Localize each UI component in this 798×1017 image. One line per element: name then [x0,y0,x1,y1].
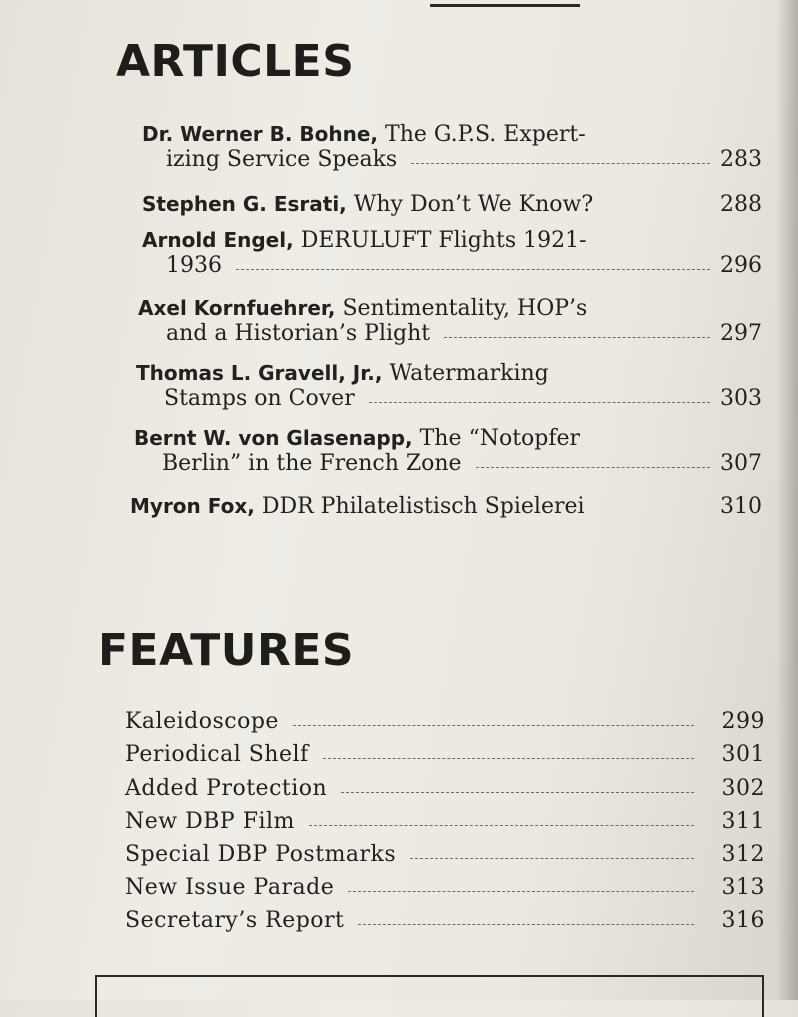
articles-heading: ARTICLES [116,36,355,87]
article-author: Dr. Werner B. Bohne, [142,122,379,146]
article-entry [142,228,762,278]
article-entry [142,192,762,217]
article-author: Stephen G. Esrati, [142,192,347,216]
leader-dots [236,268,710,270]
article-title: Watermarking [389,361,549,386]
article-author: Thomas L. Gravell, Jr., [136,361,383,385]
page-number: 303 [720,386,762,411]
article-author: Arnold Engel, [142,228,294,252]
article-author: Axel Kornfuehrer, [138,296,336,320]
article-title: Sentimentality, HOP’s [342,296,588,321]
article-title: Why Don’t We Know? [353,192,594,217]
feature-entry [125,875,765,900]
leader-dots [341,791,693,793]
feature-entry [125,709,765,734]
feature-entry [125,742,765,767]
page-number: 313 [721,875,765,900]
page-number: 312 [721,842,765,867]
article-title-cont: izing Service Speaks [166,147,398,172]
article-title: The G.P.S. Expert- [385,122,586,147]
bottom-box-frame [95,975,764,1017]
leader-dots [348,890,693,892]
article-entry [142,122,762,172]
leader-dots [369,401,710,403]
page-number: 316 [721,908,765,933]
top-rule [430,0,580,7]
feature-title: Added Protection [125,776,328,801]
feature-entry [125,809,765,834]
article-title-cont: 1936 [166,253,222,278]
article-title: DERULUFT Flights 1921- [300,228,587,253]
page-number: 301 [721,742,765,767]
feature-entry [125,776,765,801]
article-title-cont: Berlin” in the French Zone [162,451,462,476]
article-entry [134,426,762,476]
feature-title: Kaleidoscope [125,709,279,734]
page-number: 307 [720,451,762,476]
feature-entry [125,908,765,933]
article-author: Bernt W. von Glasenapp, [134,426,413,450]
article-title: The “Notopfer [419,426,581,451]
article-entry [130,494,762,519]
feature-entry [125,842,765,867]
article-entry [136,361,762,411]
article-author: Myron Fox, [130,494,255,518]
article-entry [138,296,762,346]
page-number: 297 [720,321,762,346]
page-number: 299 [721,709,765,734]
page-number: 310 [720,494,762,519]
page-number: 296 [720,253,762,278]
leader-dots [293,724,694,726]
leader-dots [410,857,693,859]
leader-dots [309,824,694,826]
features-heading: FEATURES [98,625,355,676]
feature-title: New Issue Parade [125,875,335,900]
page-number: 283 [720,147,762,172]
feature-title: Secretary’s Report [125,908,345,933]
feature-title: New DBP Film [125,809,295,834]
leader-dots [323,757,694,759]
article-title-cont: Stamps on Cover [164,386,355,411]
leader-dots [358,923,693,925]
leader-dots [476,466,710,468]
page-number: 302 [721,776,765,801]
article-title: DDR Philatelistisch Spielerei [261,494,585,519]
leader-dots [411,162,710,164]
page-number: 311 [721,809,765,834]
article-title-cont: and a Historian’s Plight [166,321,431,346]
page-edge-shadow [776,0,798,1000]
leader-dots [444,336,710,338]
page-number: 288 [720,192,762,217]
feature-title: Special DBP Postmarks [125,842,397,867]
feature-title: Periodical Shelf [125,742,309,767]
